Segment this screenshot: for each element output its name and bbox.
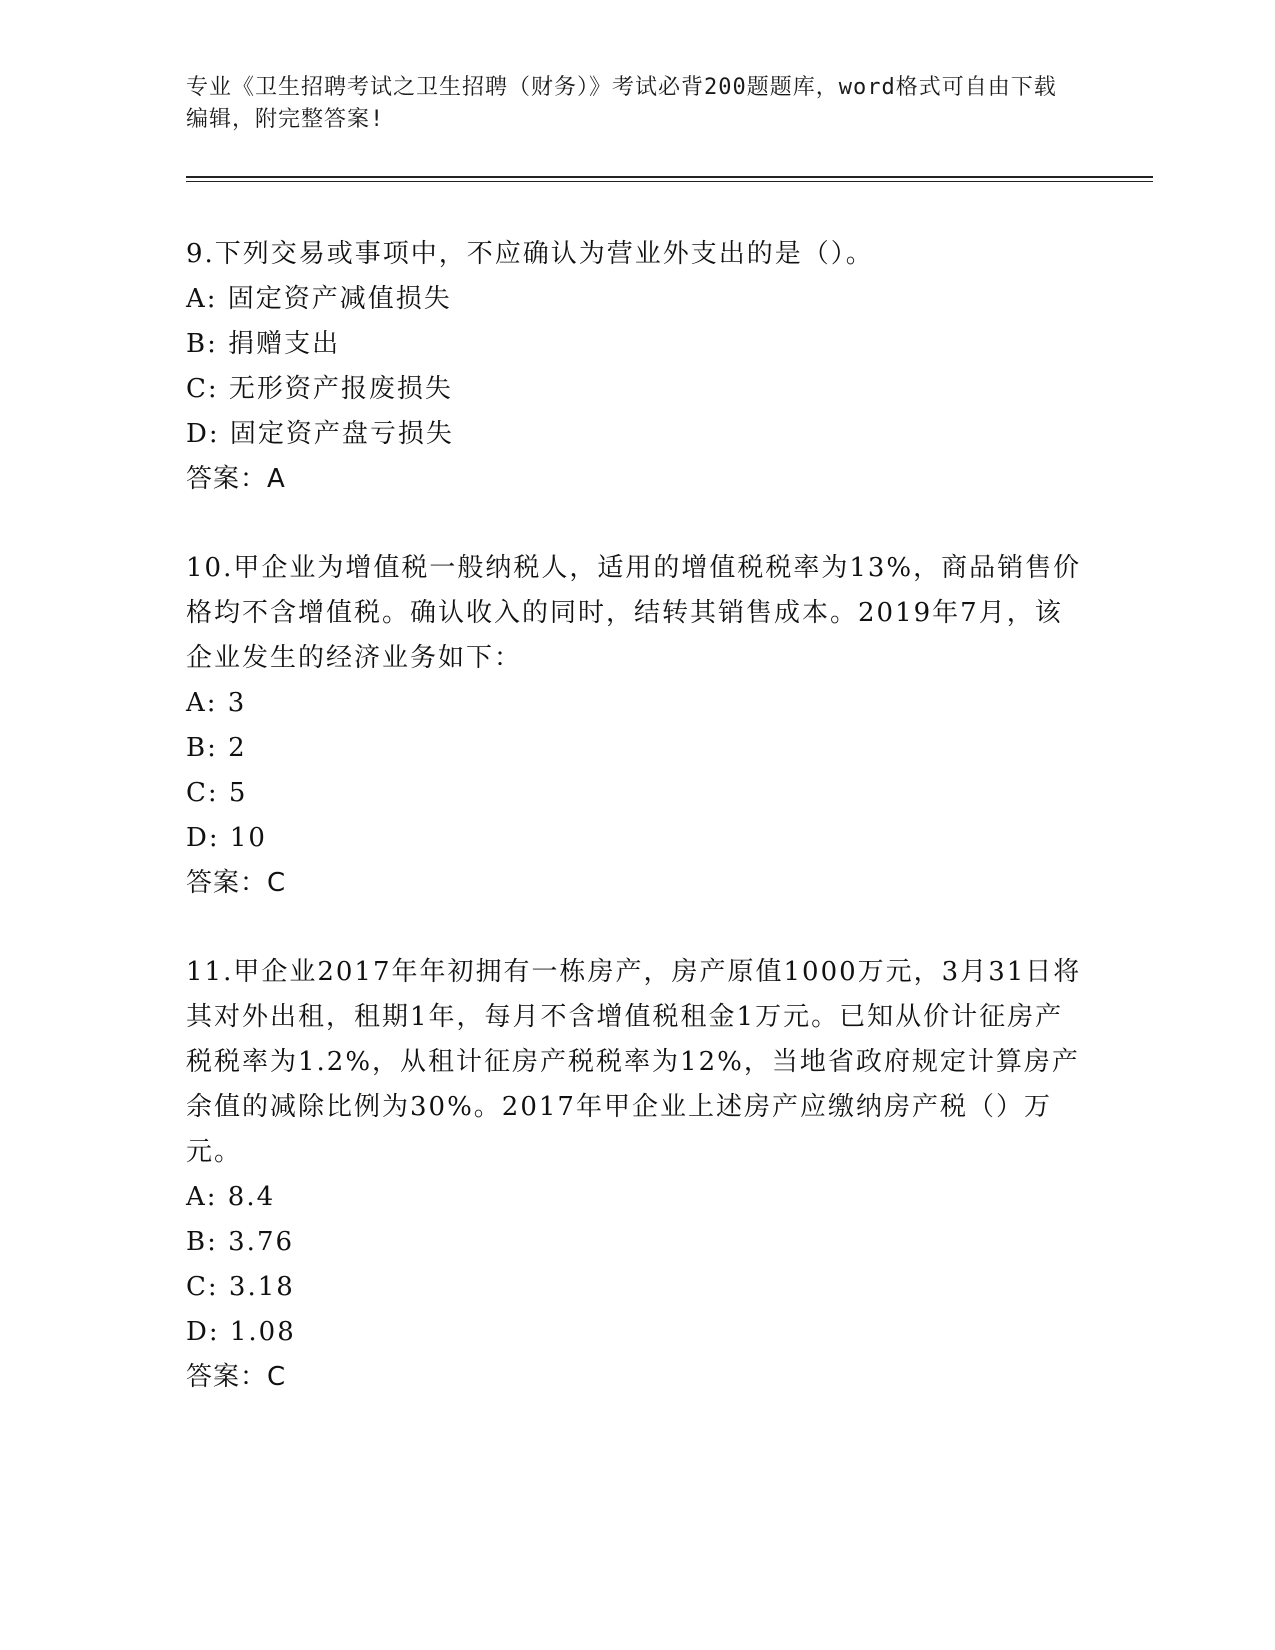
option-b: B: 3.76 [186,1227,295,1257]
option-d: D: 10 [186,823,267,853]
option-b: B: 2 [186,733,247,763]
question-text: 10.甲企业为增值税一般纳税人，适用的增值税税率为13%，商品销售价格均不含增值税。确认收入的同时，结转其销售成本。2019年7月，该企业发生的经济业务如下： [186,553,1082,673]
option-a: A: 3 [186,688,247,718]
answer: 答案：A [186,464,286,494]
option-a: A: 8.4 [186,1182,276,1212]
option-c: C: 无形资产报废损失 [186,374,453,404]
option-d: D: 1.08 [186,1317,296,1347]
question-text: 9.下列交易或事项中，不应确认为营业外支出的是（）。 [186,239,874,269]
option-c: C: 3.18 [186,1272,295,1302]
question-text: 11.甲企业2017年年初拥有一栋房产，房产原值1000万元，3月31日将其对外出租，租期1年，每月不含增值税租金1万元。已知从价计征房产税税率为1.2%，从租计征房产税税率为12%，当地省政府规定计算房产余值的减除比例为30%。2017年甲企业上述房产应缴纳房产税（）万元。 [186,957,1082,1167]
header-divider [186,176,1153,178]
option-d: D: 固定资产盘亏损失 [186,419,454,449]
document-header: 专业《卫生招聘考试之卫生招聘（财务）》考试必背200题题库，word格式可自由下载编辑，附完整答案! [186,75,1057,132]
answer: 答案：C [186,868,287,898]
option-c: C: 5 [186,778,248,808]
option-a: A: 固定资产减值损失 [186,284,452,314]
question-10 [186,546,1086,906]
option-b: B: 捐赠支出 [186,329,341,359]
answer: 答案：C [186,1362,287,1392]
header-divider-thin [186,181,1153,182]
question-11 [186,950,1086,1400]
question-list [186,232,1086,1444]
question-9 [186,232,1086,502]
